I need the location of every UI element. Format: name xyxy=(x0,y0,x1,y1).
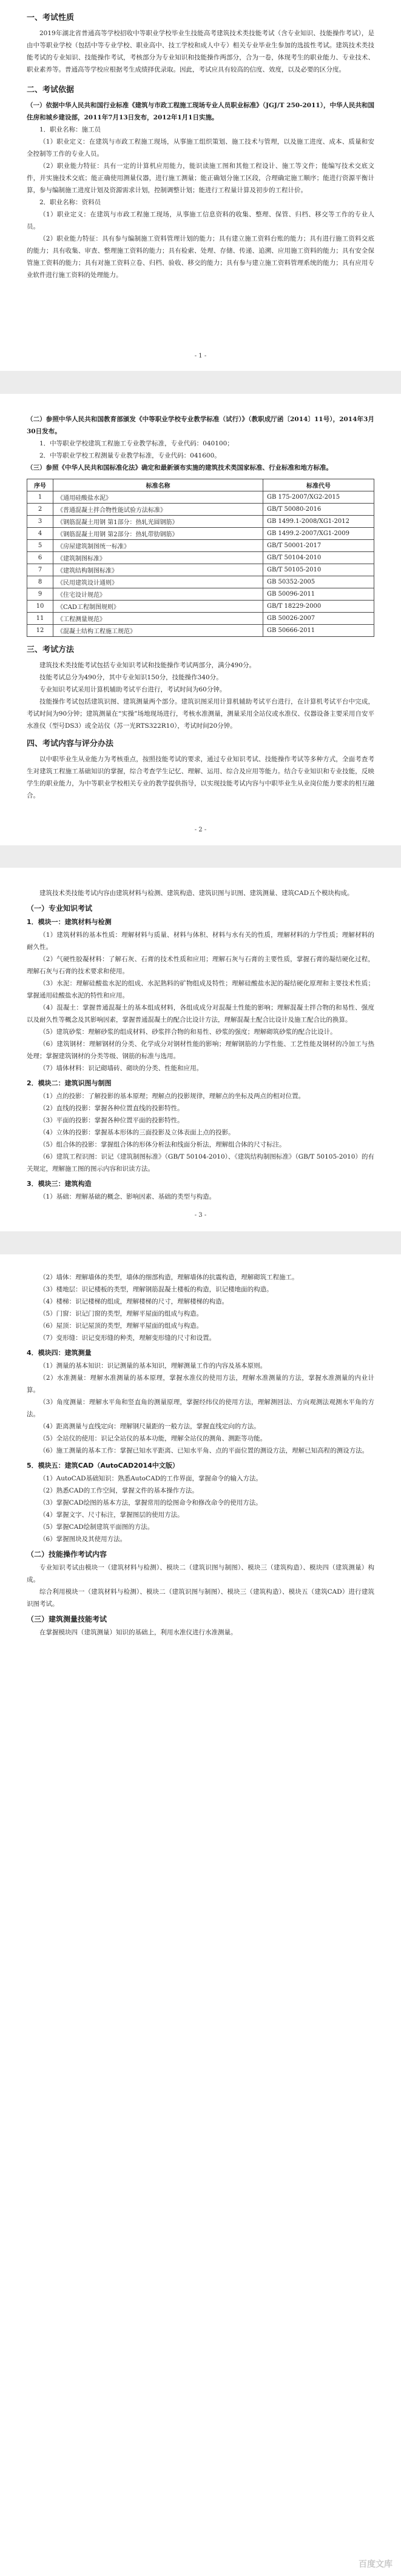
standard-reference: （二）参照中华人民共和国教育部颁发《中等职业学校专业教学标准（试行）》（教职成厅函〔2014〕11号），2014年3月30日发布。 xyxy=(27,416,374,435)
cell-code: GB 50666-2011 xyxy=(263,625,374,637)
cell-code: GB 1499.2-2007/XG1-2009 xyxy=(263,528,374,540)
body-paragraph: 综合利用模块一（建筑材料与检测）、模块二（建筑识图与制图）、模块三（建筑构造）、模块五（建筑CAD）进行建筑识图考试。 xyxy=(27,1588,374,1608)
cell-name: 《普通混凝土拌合物性能试验方法标准》 xyxy=(53,504,263,516)
body-paragraph: 技能操作考试包括建筑识图、建筑测量两个部分。建筑识图采用计算机辅助考试平台进行，在计算机考试平台中完成，考试时间为90分钟；建筑测量在“实操”场地现场进行，考核水准测量，测量采用全站仪或水准仪、仪器设备主要采用自安平水准仪（型号DS3）或全站仪（苏一光RTS322R10），考试时间20分钟。 xyxy=(27,698,374,730)
cell-name: 《工程测量规范》 xyxy=(53,613,263,625)
table-row xyxy=(27,552,374,564)
document-page-4 xyxy=(0,1254,401,2576)
table-row xyxy=(27,564,374,576)
body-paragraph: （3）楼地层：识记楼板的类型，理解钢筋混凝土楼板的构造，识记楼地面的构造。 xyxy=(39,1286,273,1293)
body-paragraph: （3）角度测量：理解水平角和竖直角的测量原理，掌握经纬仪的使用方法，理解测回法、方向观测法观测水平角的方法。 xyxy=(27,1399,374,1418)
body-paragraph: 在掌握模块四（建筑测量）知识的基础上，利用水准仪进行水准测量。 xyxy=(39,1629,237,1636)
body-paragraph: 建筑技术类技能考试包括专业知识考试和技能操作考试两部分，满分490分。 xyxy=(39,662,256,669)
document-page-3 xyxy=(0,868,401,1231)
body-paragraph: （2）职业能力特征：具有一定的计算机应用能力，能识读施工图和其他工程设计、施工等文件；能编写技术交底文件，并实施技术交底；能正确使用测量仪器，进行施工测量；能正确划分施工区段，合理确定施工顺序；能进行资源平衡计算，参与编制施工进度计划及资源需求计划，控制调整计划；能进行工程量计算及初步的工程计价。 xyxy=(27,162,374,194)
module-heading: 2．模块二：建筑识图与制图 xyxy=(27,1079,112,1087)
body-paragraph: （1）职业定义：在建筑与市政工程施工现场，从事施工组织策划、施工技术与管理，以及施工进度、成本、质量和安全控制等工作的专业人员。 xyxy=(27,138,374,158)
section-heading: 四、考试内容与评分办法 xyxy=(27,739,114,748)
table-row xyxy=(27,601,374,613)
body-paragraph: 专业知识考试由模块一（建筑材料与检测）、模块二（建筑识图与制图）、模块三（建筑构造）、模块四（建筑测量）构成。 xyxy=(27,1564,374,1583)
body-paragraph: 技能考试总分为490分，其中专业知识150分，技能操作340分。 xyxy=(39,674,223,681)
page-number: - 2 - xyxy=(194,827,207,833)
cell-name: 《钢筋混凝土用钢 第1部分：热轧光圆钢筋》 xyxy=(53,516,263,528)
cell-name: 《钢筋混凝土用钢 第2部分：热轧带肋钢筋》 xyxy=(53,528,263,540)
body-paragraph: （5）掌握CAD绘制建筑平面图的方法。 xyxy=(39,1523,154,1531)
body-paragraph: （3）平面的投影：掌握各种位置平面的投影特性。 xyxy=(39,1117,184,1124)
body-paragraph: （5）门窗：识记门窗的类型，理解平屋面的组成与构造。 xyxy=(39,1310,203,1317)
body-paragraph: （4）掌握文字、尺寸标注，掌握图层的使用方法。 xyxy=(39,1511,184,1519)
cell-name: 《CAD工程制图规则》 xyxy=(53,601,263,613)
table-row xyxy=(27,528,374,540)
body-paragraph: （6）屋顶：识记屋顶的类型，理解平屋面的组成与构造。 xyxy=(39,1322,203,1330)
table-row xyxy=(27,588,374,601)
cell-name: 《住宅设计规范》 xyxy=(53,588,263,601)
table-row xyxy=(27,491,374,504)
cell-no: 12 xyxy=(27,625,53,637)
body-paragraph: （4）距离测量与直线定向：理解钢尺量距的一般方法，掌握直线定向的方法。 xyxy=(39,1423,260,1430)
body-paragraph: （2）直线的投影：掌握各种位置直线的投影特性。 xyxy=(39,1105,184,1112)
table-row xyxy=(27,576,374,588)
standard-reference: （一）依据中华人民共和国行业标准《建筑与市政工程施工现场专业人员职业标准》（JGJ/T 250-2011），中华人民共和国住房和城乡建设部，2011年7月13日发布，2012年1月1日实施。 xyxy=(27,102,374,121)
section-heading: 一、考试性质 xyxy=(27,13,75,22)
body-paragraph: 建筑技术类技能考试内容由建筑材料与检测、建筑构造、建筑识图与识图、建筑测量、建筑CAD五个模块构成。 xyxy=(39,890,354,897)
body-paragraph: 以中职毕业生从业能力为考核重点，按照技能考试的要求，通过专业知识考试、技能操作考试等多种方式，全面考查考生对建筑工程施工基础知识的掌握，综合考查学生记忆、理解、运用、综合及应用等能力。结合专业知识和专业技能，反映学生的职业能力，为中等职业学校相关专业的教学提供指导，以实现技能考试内容与中职毕业生从业岗位能力要求的相互融合。 xyxy=(27,756,374,799)
table-row xyxy=(27,613,374,625)
body-paragraph: （4）楼梯：识记楼梯的组成，理解楼梯的尺寸，理解楼梯的构造。 xyxy=(39,1298,229,1305)
body-paragraph: 2．中等职业学校工程测量专业教学标准，专业代码：041600。 xyxy=(39,452,221,459)
standard-reference: （三）参照《中华人民共和国标准化法》确定和最新颁布实施的建筑技术类国家标准、行业标准和地方标准。 xyxy=(27,464,332,471)
body-paragraph: 1．职业名称：施工员 xyxy=(39,126,101,133)
body-paragraph: （6）建筑钢材：理解钢材的分类、化学成分对钢材性能的影响；理解钢筋的力学性能、工艺性能及钢材的冷加工与热处理；掌握建筑钢材的分类等级、钢筋的标准与选用。 xyxy=(27,1040,374,1060)
table-row xyxy=(27,516,374,528)
body-paragraph: （6）建筑工程识图：识记《建筑制图标准》（GB/T 50104-2010）、《建筑结构制图标准》（GB/T 50105-2010）的有关规定，理解施工图的图示内容和识读方法。 xyxy=(27,1153,374,1173)
cell-code: GB/T 50105-2010 xyxy=(263,564,374,576)
subsection-heading: （二）技能操作考试内容 xyxy=(27,1550,107,1559)
body-paragraph: （2）职业能力特征：具有参与编制施工资料管理计划的能力；具有建立施工资料台账的能力；具有进行施工资料交底的能力；具有收集、审查、整理施工资料的能力；具有检索、处理、存储、传递、追溯、应用施工资料的能力；具有安全保管施工资料的能力；具有对施工资料立卷、归档、验收、移交的能力；具有参与建立施工资料管理系统的能力；具有应用专业软件进行施工资料的处理能力。 xyxy=(27,235,374,279)
body-paragraph: （6）施工测量的基本工作：掌握已知水平距离、已知水平角、点的平面位置的测设方法，理解已知高程的测设方法。 xyxy=(39,1447,369,1454)
cell-no: 7 xyxy=(27,564,53,576)
document-page-2 xyxy=(0,394,401,845)
cell-code: GB 175-2007/XG2-2015 xyxy=(263,491,374,504)
cell-no: 9 xyxy=(27,588,53,601)
body-paragraph: （7）变形缝：识记变形缝的种类，理解变形缝的尺寸和设置。 xyxy=(39,1334,216,1342)
subsection-heading: （一）专业知识考试 xyxy=(27,904,93,913)
cell-name: 《混凝土结构工程施工规范》 xyxy=(53,625,263,637)
cell-no: 5 xyxy=(27,540,53,552)
standards-table xyxy=(27,479,374,637)
cell-no: 2 xyxy=(27,504,53,516)
cell-name: 《建筑制图标准》 xyxy=(53,552,263,564)
cell-no: 1 xyxy=(27,491,53,504)
body-paragraph: （5）建筑砂浆：理解砂浆的组成材料、砂浆拌合物的和易性、砂浆的强度；理解砌筑砂浆的配合比设计。 xyxy=(39,1028,337,1036)
table-row xyxy=(27,504,374,516)
cell-code: GB/T 50080-2016 xyxy=(263,504,374,516)
body-paragraph: 2019年湖北省普通高等学校招收中等职业学校毕业生技能高考建筑技术类技能考试（含专业知识、技能操作考试），是由中等职业学校（包括中等专业学校、职业高中、技工学校和成人中专）相关专业毕业生参加的选拔性考试。建筑技术类技能考试的专业知识、技能操作考试，考核部分为专业知识和技能操作两部分，合为一卷，体现考生的职业能力、专业技术、职业素养等。普通高等学校应根据考生成绩择优录取。因此，考试应具有较高的信度、效度，以及必要的区分度。 xyxy=(27,30,374,73)
body-paragraph: （3）水泥：理解硅酸盐水泥的组成、水泥熟料的矿物组成及特性；理解硅酸盐水泥的凝结硬化原理和主要技术性质；掌握通用硅酸盐水泥的特性和应用。 xyxy=(27,980,374,999)
table-row xyxy=(27,540,374,552)
body-paragraph: （1）测量的基本知识：识记测量的基本知识，理解测量工作的内容及基本原则。 xyxy=(39,1362,267,1370)
module-heading: 3．模块三：建筑构造 xyxy=(27,1180,92,1188)
subsection-heading: （三）建筑测量技能考试 xyxy=(27,1615,107,1623)
body-paragraph: （2）气硬性胶凝材料：了解石灰、石膏的技术性质和应用；理解石灰与石膏的主要性质，掌握石膏的凝结硬化过程，理解石灰与石膏的技术要求和使用。 xyxy=(27,956,374,975)
cell-name: 《建筑结构制图标准》 xyxy=(53,564,263,576)
body-paragraph: （5）组合体的投影：掌握组合体的形体分析法和线面分析法，理解组合体的尺寸标注。 xyxy=(39,1141,286,1148)
document-page-1 xyxy=(0,0,401,371)
cell-code: GB 50352-2005 xyxy=(263,576,374,588)
body-paragraph: （2）水准测量：理解水准测量的基本原理，掌握水准仪的使用方法，理解水准测量的方法，掌握水准测量的内业计算。 xyxy=(27,1374,374,1394)
body-paragraph: （2）墙体：理解墙体的类型，墙体的细部构造，理解墙体的抗震构造，理解砌筑工程施工。 xyxy=(39,1274,298,1281)
section-heading: 三、考试方法 xyxy=(27,645,75,654)
table-row xyxy=(27,625,374,637)
cell-name: 《民用建筑设计通则》 xyxy=(53,576,263,588)
cell-no: 10 xyxy=(27,601,53,613)
body-paragraph: （1）基础：理解基础的概念、影响因素、基础的类型与构造。 xyxy=(39,1193,216,1200)
body-paragraph: （6）掌握图块及其使用方法。 xyxy=(39,1536,127,1543)
body-paragraph: （1）职业定义：在建筑与市政工程施工现场，从事施工信息资料的收集、整理、保管、归档、移交等工作的专业人员。 xyxy=(27,211,374,230)
cell-code: GB/T 18229-2000 xyxy=(263,601,374,613)
module-heading: 1．模块一：建筑材料与检测 xyxy=(27,918,112,926)
cell-no: 4 xyxy=(27,528,53,540)
body-paragraph: （7）墙体材料：识记砌墙砖、砌块的分类、性能和应用。 xyxy=(39,1065,203,1072)
page-number: - 3 - xyxy=(194,1212,207,1219)
watermark-logo: 百度文库 xyxy=(359,2560,393,2569)
body-paragraph: （5）全站仪的使用：识记全站仪的基本功能，理解全站仪的测角、测距等功能。 xyxy=(39,1435,267,1442)
body-paragraph: 专业知识考试采用计算机辅助考试平台进行，考试时间为60分钟。 xyxy=(39,686,226,693)
cell-code: GB/T 50104-2010 xyxy=(263,552,374,564)
module-heading: 5．模块五：建筑CAD（AutoCAD2014中文版） xyxy=(27,1462,179,1469)
module-heading: 4．模块四：建筑测量 xyxy=(27,1349,92,1357)
body-paragraph: （2）熟悉CAD的工作空间，掌握文件的基本操作方法。 xyxy=(39,1487,198,1494)
column-header: 序号 xyxy=(27,479,53,491)
page-number: - 1 - xyxy=(194,353,207,359)
body-paragraph: （4）混凝土：掌握普通混凝土的基本组成材料，各组成成分对混凝土性能的影响；理解混凝土拌合物的和易性、强度以及耐久性等概念及其影响因素，掌握普通混凝土的配合比设计方法，理解混凝土配合比设计及施工配合比的换算。 xyxy=(27,1004,374,1023)
cell-no: 11 xyxy=(27,613,53,625)
column-header: 标准代号 xyxy=(263,479,374,491)
cell-code: GB 50026-2007 xyxy=(263,613,374,625)
cell-code: GB/T 50001-2017 xyxy=(263,540,374,552)
cell-name: 《房屋建筑制图统一标准》 xyxy=(53,540,263,552)
cell-code: GB 50096-2011 xyxy=(263,588,374,601)
section-heading: 二、考试依据 xyxy=(27,85,75,95)
cell-no: 6 xyxy=(27,552,53,564)
body-paragraph: （3）掌握CAD绘图的基本方法，掌握常用的绘图命令和修改命令的使用方法。 xyxy=(39,1499,262,1506)
body-paragraph: （4）立体的投影：掌握基本形体的三面投影及立体表面上点的投影。 xyxy=(39,1129,235,1136)
body-paragraph: （1）AutoCAD基础知识：熟悉AutoCAD的工作界面，掌握命令的输入方法。 xyxy=(39,1475,263,1482)
column-header: 标准名称 xyxy=(53,479,263,491)
body-paragraph: 2．职业名称：资料员 xyxy=(39,199,101,206)
table-header-row xyxy=(27,479,374,491)
body-paragraph: （1）建筑材料的基本性质：理解材料与质量、材料与体积、材料与水有关的性质，理解材料的力学性质；理解材料的耐久性。 xyxy=(27,931,374,951)
cell-no: 3 xyxy=(27,516,53,528)
body-paragraph: 1．中等职业学校建筑工程施工专业教学标准，专业代码：040100； xyxy=(39,440,234,447)
cell-name: 《通用硅酸盐水泥》 xyxy=(53,491,263,504)
body-paragraph: （1）点的投影：了解投影的基本原理；理解点的投影规律，理解点的坐标及两点的相对位置。 xyxy=(39,1093,305,1100)
cell-code: GB 1499.1-2008/XG1-2012 xyxy=(263,516,374,528)
cell-no: 8 xyxy=(27,576,53,588)
